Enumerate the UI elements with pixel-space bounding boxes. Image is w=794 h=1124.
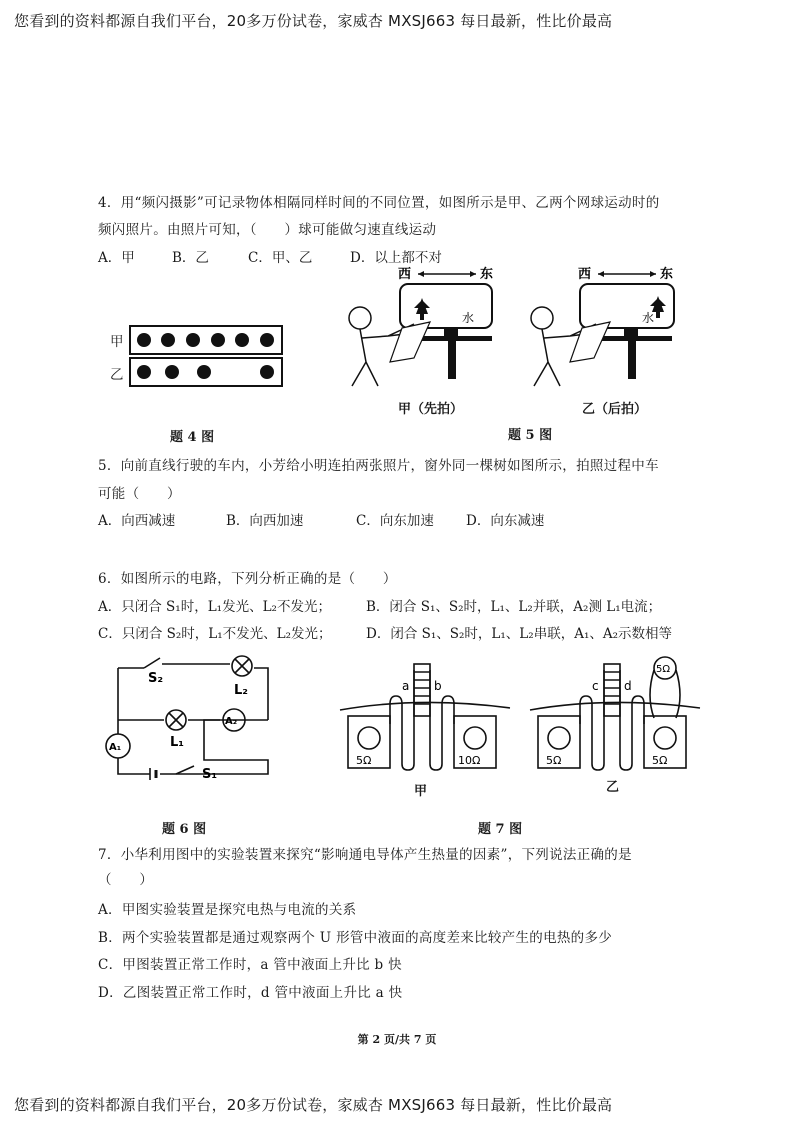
fig7-jia-scale-ticks — [414, 672, 430, 704]
fig5-cup-right — [624, 328, 638, 336]
fig5-cup-left — [444, 328, 458, 336]
q4-option-d: D．以上都不对 — [350, 250, 442, 266]
fig6-label-l1: L₁ — [170, 735, 184, 750]
q7-option-a: A．甲图实验装置是探究电热与电流的关系 — [98, 902, 357, 918]
fig5-west-left: 西 — [398, 267, 412, 282]
fig7-yi-bulb-left — [548, 727, 570, 749]
q5-option-a: A．向西减速 — [98, 513, 176, 529]
fig7-yi-scale-ticks — [604, 672, 620, 704]
fig7-jia-bulb-left — [358, 727, 380, 749]
fig7-yi-u-tubes — [580, 670, 644, 770]
fig7-label-a: a — [402, 679, 410, 693]
fig5-east-left: 东 — [480, 267, 494, 282]
fig4-ball-jia — [186, 333, 200, 347]
fig5-left-scene — [344, 266, 524, 396]
fig6-switch-s1 — [176, 766, 194, 774]
top-banner: 您看到的资料都源自我们平台，20多万份试卷，家威杏 MXSJ663 每日最新，性比价最高 — [14, 12, 613, 30]
fig6-switch-s2 — [144, 658, 160, 668]
fig5-table-left — [422, 336, 492, 341]
fig7-label-b: b — [434, 679, 442, 693]
q7-option-d: D．乙图装置正常工作时，d 管中液面上升比 a 快 — [98, 985, 403, 1001]
fig5-east-right: 东 — [660, 267, 674, 282]
fig4-strobe-photos — [126, 322, 286, 382]
q7-option-b: B．两个实验装置都是通过观察两个 U 形管中液面的高度差来比较产生的电热的多少 — [98, 930, 613, 946]
fig4-frame-jia — [130, 326, 282, 354]
fig5-table-right — [602, 336, 672, 341]
person-head-icon — [531, 307, 553, 329]
fig6-label-s2: S₂ — [148, 671, 164, 686]
fig5-water-right: 水 — [642, 311, 655, 325]
paper-icon — [390, 322, 430, 362]
tree-icon — [650, 296, 666, 312]
q5-option-c: C．向东加速 — [356, 513, 434, 529]
fig5-table-leg-right — [628, 341, 636, 379]
q4-option-b: B．乙 — [172, 250, 209, 266]
fig7-yi-bulb-right — [654, 727, 676, 749]
fig4-ball-yi — [137, 365, 151, 379]
fig7-yi-r-top: 5Ω — [656, 664, 671, 675]
fig6-caption: 题 6 图 — [162, 822, 207, 837]
q7-stem-line1: 7．小华利用图中的实验装置来探究“影响通电导体产生热量的因素”，下列说法正确的是 — [98, 847, 632, 863]
q5-option-d: D．向东减速 — [466, 513, 545, 529]
q4-stem-line1: 4．用“频闪摄影”可记录物体相隔同样时间的不同位置，如图所示是甲、乙两个网球运动时的 — [98, 195, 660, 211]
fig5-water-left: 水 — [462, 311, 475, 325]
fig4-label-yi: 乙 — [110, 367, 124, 383]
fig7-yi-apparatus — [530, 660, 700, 780]
fig4-ball-yi — [197, 365, 211, 379]
fig5-caption: 题 5 图 — [508, 428, 553, 443]
q4-stem-line2: 频闪照片。由照片可知，（ ）球可能做匀速直线运动 — [98, 222, 437, 238]
q6-option-d: D．闭合 S₁、S₂时，L₁、L₂串联，A₁、A₂示数相等 — [366, 626, 673, 642]
fig7-yi-r-right: 5Ω — [652, 754, 668, 767]
tree-trunk-icon — [656, 312, 660, 318]
fig6-label-s1: S₁ — [202, 767, 218, 782]
fig5-label-right: 乙（后拍） — [582, 402, 648, 417]
fig4-ball-jia — [235, 333, 249, 347]
tree-trunk-icon — [420, 314, 424, 320]
fig7-jia-r-left: 5Ω — [356, 754, 372, 767]
page-footer: 第 2 页/共 7 页 — [357, 1033, 437, 1046]
fig7-jia-apparatus — [340, 660, 510, 780]
q7-stem-line2: （ ） — [98, 872, 154, 888]
fig7-yi-r-left: 5Ω — [546, 754, 562, 767]
fig7-caption: 题 7 图 — [478, 822, 523, 837]
fig7-jia-r-right: 10Ω — [458, 754, 481, 767]
fig4-label-jia: 甲 — [110, 334, 124, 350]
q6-option-c: C．只闭合 S₂时，L₁不发光、L₂发光； — [98, 626, 332, 642]
fig5-label-left: 甲（先拍） — [398, 402, 464, 417]
fig4-ball-yi — [260, 365, 274, 379]
q5-option-b: B．向西加速 — [226, 513, 304, 529]
fig6-label-l2: L₂ — [234, 683, 248, 698]
fig6-circuit — [100, 652, 280, 792]
q5-stem-line2: 可能（ ） — [98, 486, 181, 502]
paper-icon — [570, 322, 610, 362]
fig7-label-jia: 甲 — [414, 784, 428, 799]
fig7-label-d: d — [624, 679, 632, 693]
q6-option-a: A．只闭合 S₁时，L₁发光、L₂不发光； — [98, 599, 331, 615]
q5-stem-line1: 5．向前直线行驶的车内，小芳给小明连拍两张照片，窗外同一棵树如图所示，拍照过程中车 — [98, 458, 659, 474]
bottom-banner: 您看到的资料都源自我们平台，20多万份试卷，家威杏 MXSJ663 每日最新，性比价最高 — [14, 1096, 613, 1114]
fig5-right-scene — [528, 266, 708, 396]
fig7-label-c: c — [592, 679, 599, 693]
q6-stem: 6．如图所示的电路，下列分析正确的是（ ） — [98, 571, 397, 587]
fig7-yi-parallel-wires — [650, 670, 680, 718]
fig5-table-leg-left — [448, 341, 456, 379]
tree-icon — [414, 298, 430, 314]
q7-option-c: C．甲图装置正常工作时，a 管中液面上升比 b 快 — [98, 957, 402, 973]
q6-option-b: B．闭合 S₁、S₂时，L₁、L₂并联，A₂测 L₁电流； — [366, 599, 662, 615]
fig4-caption: 题 4 图 — [170, 430, 215, 445]
fig7-label-yi: 乙 — [606, 780, 620, 795]
fig4-ball-jia — [260, 333, 274, 347]
fig4-ball-jia — [137, 333, 151, 347]
fig7-jia-u-tubes — [390, 670, 454, 770]
person-head-icon — [349, 307, 371, 329]
fig4-ball-yi — [165, 365, 179, 379]
fig5-window-left — [400, 284, 492, 328]
fig6-lamp-l1-cross — [169, 713, 183, 727]
fig4-ball-jia — [161, 333, 175, 347]
fig7-jia-bulb-right — [464, 727, 486, 749]
fig6-lamp-l2-cross — [235, 659, 249, 673]
fig6-label-a1: A₁ — [109, 742, 122, 753]
q4-option-a: A．甲 — [98, 250, 135, 266]
fig5-west-right: 西 — [578, 267, 592, 282]
q4-option-c: C．甲、乙 — [248, 250, 313, 266]
fig6-label-a2: A₂ — [225, 716, 238, 727]
fig4-ball-jia — [211, 333, 225, 347]
